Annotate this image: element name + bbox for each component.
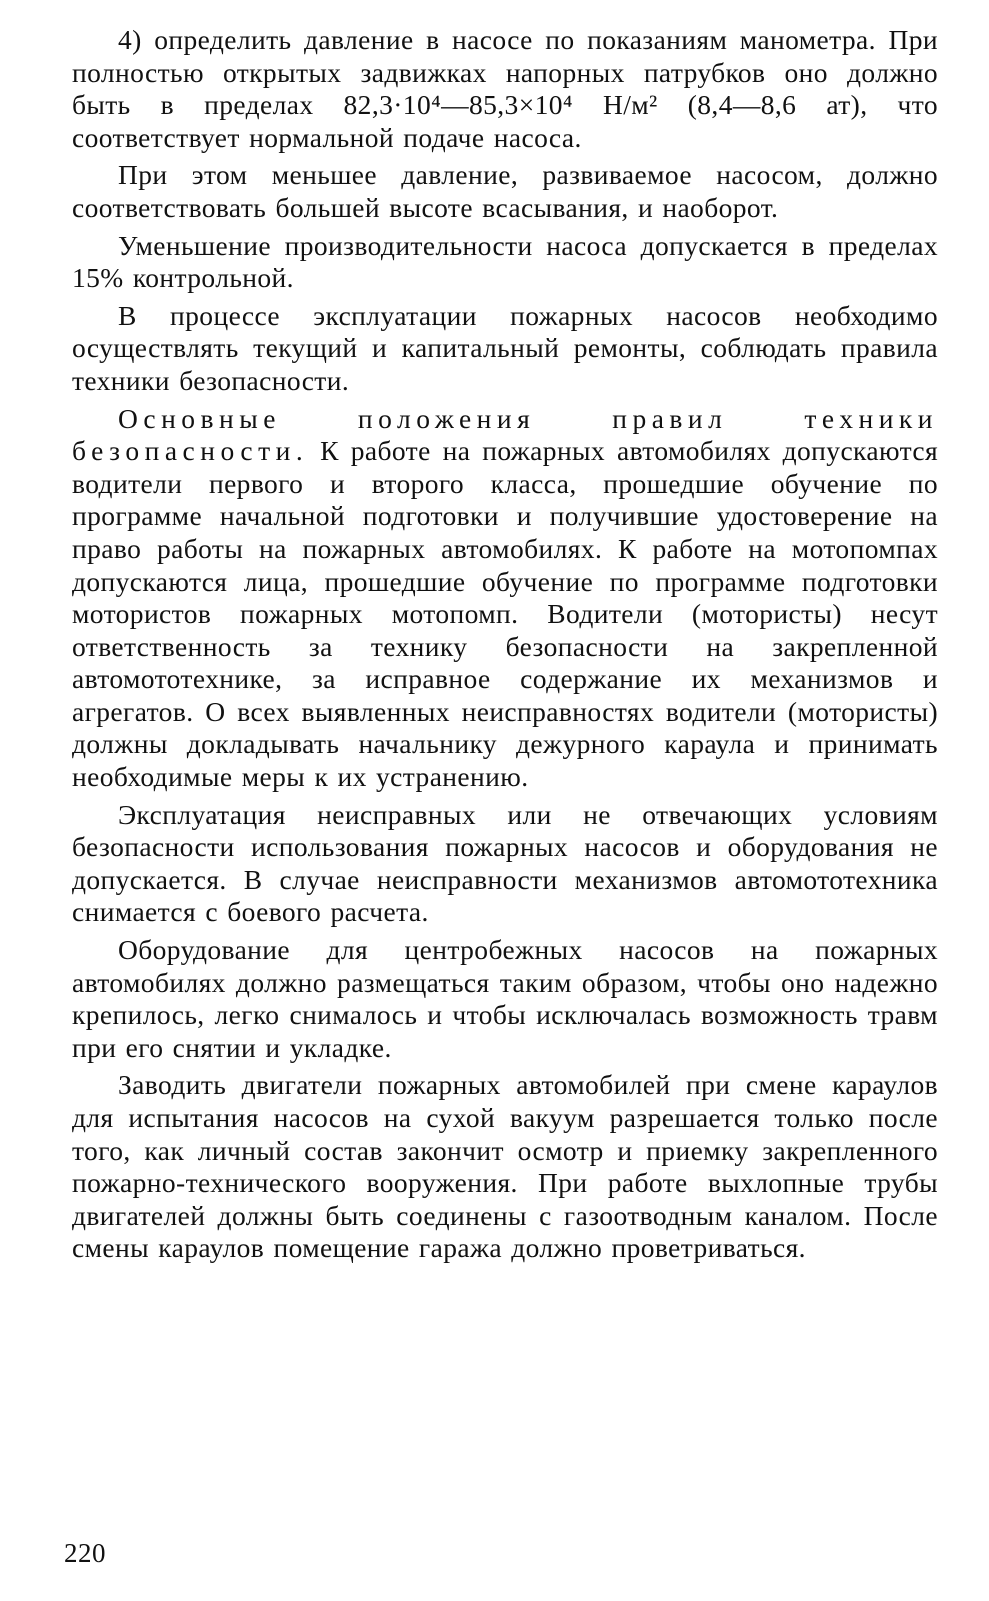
safety-rules-text: К работе на пожарных автомобилях допускаются водители первого и второго класса, прошедшие обучение по программе начальной подготовки и получившие удостоверение на право работы на пожарных автомобилях. К работе на мотопомпах допускаются лица, прошедшие обучение по программе подготовки мотористов пожарных мотопомп. Водители (мотористы) несут ответственность за технику безопасности на закрепленной автомототехнике, за исправное содержание их механизмов и агрегатов. О всех выявленных неисправностях водители (мотористы) должны докладывать начальнику дежурного караула и принимать необходимые меры к их устранению. bbox=[72, 435, 938, 793]
paragraph-faulty-equipment: Эксплуатация неисправных или не отвечающих условиям безопасности использования пожарных насосов и оборудования не допускается. В случае неисправности механизмов автомототехника снимается с боевого расчета. bbox=[72, 798, 938, 928]
paragraph-pressure-check: 4) определить давление в насосе по показаниям манометра. При полностью открытых задвижках напорных патрубков оно должно быть в пределах 82,3·10⁴—85,3×10⁴ Н/м² (8,4—8,6 ат), что соответствует нормальной подаче насоса. bbox=[72, 24, 938, 153]
safety-rules-heading: Основные положения правил техники безопасности. bbox=[72, 402, 938, 467]
page-body bbox=[72, 24, 938, 1270]
paragraph-equipment-mounting: Оборудование для центробежных насосов на пожарных автомобилях должно размещаться таким образом, чтобы оно надежно крепилось, легко снималось и чтобы исключалась возможность травм при его снятии и укладке. bbox=[72, 934, 938, 1063]
paragraph-capacity-reduction: Уменьшение производительности насоса допускается в пределах 15% контрольной. bbox=[72, 229, 938, 294]
paragraph-pressure-suction: При этом меньшее давление, развиваемое насосом, должно соответствовать большей высоте всасывания, и наоборот. bbox=[72, 159, 938, 223]
page-number: 220 bbox=[64, 1538, 106, 1568]
paragraph-engine-start: Заводить двигатели пожарных автомобилей при смене караулов для испытания насосов на сухой вакуум разрешается только после того, как личный состав закончит осмотр и приемку закрепленного пожарно-технического вооружения. При работе выхлопные трубы двигателей должны быть соединены с газоотводным каналом. После смены караулов помещение гаража должно проветриваться. bbox=[72, 1069, 938, 1264]
paragraph-safety-rules bbox=[72, 403, 938, 794]
paragraph-maintenance: В процессе эксплуатации пожарных насосов необходимо осуществлять текущий и капитальный ремонты, соблюдать правила техники безопасности. bbox=[72, 299, 938, 396]
